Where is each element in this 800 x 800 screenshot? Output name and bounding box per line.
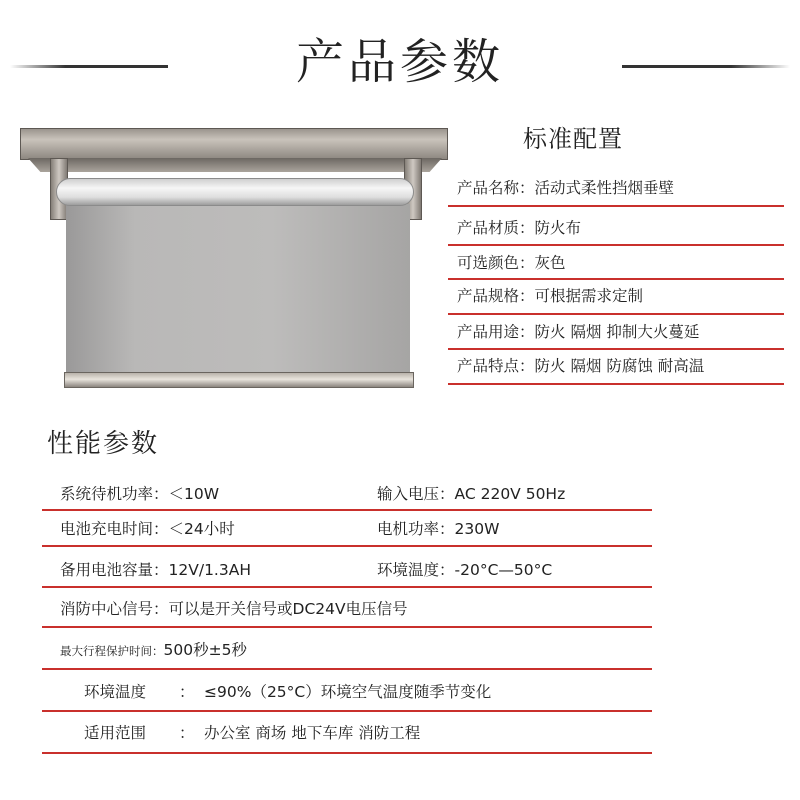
- divider-line: [42, 710, 652, 712]
- perf-value: 500秒±5秒: [163, 641, 247, 659]
- perf-cell-left: [60, 557, 251, 583]
- perf-row-standby-voltage: [42, 481, 652, 507]
- perf-cell-right: [377, 516, 499, 542]
- housing-underside: [28, 158, 442, 172]
- perf-cell-right: [377, 481, 565, 507]
- divider-line: [448, 348, 784, 350]
- perf-value: 办公室 商场 地下车库 消防工程: [204, 724, 421, 742]
- perf-value: -20°C—50°C: [454, 561, 553, 579]
- perf-label: 环境温度：: [377, 561, 455, 579]
- spec-value: 灰色: [534, 254, 566, 272]
- divider-line: [448, 205, 784, 207]
- perf-row-scope: [42, 720, 652, 746]
- perf-label: 备用电池容量：: [60, 561, 169, 579]
- perf-label: 适用范围: [84, 724, 147, 742]
- page-title: 产品参数: [295, 34, 504, 90]
- perf-value: ＜10W: [168, 485, 220, 503]
- perf-row-charge-motor: [42, 516, 652, 542]
- perf-label: 最大行程保护时间：: [60, 644, 164, 658]
- spec-label: 产品材质：: [457, 219, 535, 237]
- spec-label: 产品用途：: [457, 323, 535, 341]
- spec-label: 产品规格：: [457, 287, 535, 305]
- perf-sep: ：: [179, 724, 195, 742]
- perf-value: ≤90%（25°C）环境空气温度随季节变化: [204, 683, 492, 701]
- perf-cell: [60, 596, 408, 622]
- spec-value: 防火 隔烟 抑制大火蔓延: [534, 323, 700, 341]
- perf-value: ＜24小时: [168, 520, 235, 538]
- divider-line: [42, 626, 652, 628]
- product-image-smoke-barrier: [20, 128, 450, 400]
- divider-line: [42, 586, 652, 588]
- perf-row-signal: [42, 596, 652, 622]
- spec-label: 可选颜色：: [457, 254, 535, 272]
- top-housing: [20, 128, 448, 160]
- perf-sep: ：: [179, 683, 195, 701]
- perf-label: 消防中心信号：: [60, 600, 169, 618]
- spec-row-size: [457, 282, 643, 310]
- divider-line: [42, 545, 652, 547]
- perf-value: 可以是开关信号或DC24V电压信号: [168, 600, 408, 618]
- standard-config-heading: 标准配置: [523, 125, 623, 153]
- divider-line: [448, 278, 784, 280]
- spec-row-material: [457, 214, 581, 242]
- spec-row-name: [457, 174, 674, 202]
- perf-label: 输入电压：: [377, 485, 455, 503]
- perf-cell-left: [60, 516, 235, 542]
- perf-label: 电机功率：: [377, 520, 455, 538]
- roller-tube: [56, 178, 414, 206]
- spec-value: 防火 隔烟 防腐蚀 耐高温: [534, 357, 705, 375]
- perf-value: AC 220V 50Hz: [454, 485, 566, 503]
- perf-cell: [60, 637, 247, 664]
- perf-row-env-temp: [42, 679, 652, 705]
- spec-label: 产品名称：: [457, 179, 535, 197]
- perf-row-battery-temp: [42, 557, 652, 583]
- spec-row-usage: [457, 318, 699, 346]
- divider-line: [448, 383, 784, 385]
- divider-line: [448, 313, 784, 315]
- divider-line: [42, 668, 652, 670]
- bottom-weight-bar: [64, 372, 414, 388]
- perf-row-protection-time: [42, 637, 652, 663]
- title-decor-line-right: [622, 65, 790, 68]
- spec-value: 可根据需求定制: [534, 287, 644, 305]
- perf-label: 系统待机功率：: [60, 485, 169, 503]
- perf-cell-right: [377, 557, 552, 583]
- divider-line: [42, 752, 652, 754]
- perf-cell-left: [60, 481, 219, 507]
- fire-fabric-curtain: [66, 204, 410, 374]
- perf-value: 230W: [454, 520, 500, 538]
- divider-line: [448, 244, 784, 246]
- perf-label: 电池充电时间：: [60, 520, 169, 538]
- perf-label: 环境温度: [84, 683, 147, 701]
- spec-label: 产品特点：: [457, 357, 535, 375]
- perf-value: 12V/1.3AH: [168, 561, 251, 579]
- spec-row-features: [457, 352, 704, 380]
- spec-row-color: [457, 249, 566, 277]
- performance-heading: 性能参数: [47, 429, 160, 459]
- spec-value: 防火布: [534, 219, 582, 237]
- spec-value: 活动式柔性挡烟垂壁: [534, 179, 675, 197]
- divider-line: [42, 509, 652, 511]
